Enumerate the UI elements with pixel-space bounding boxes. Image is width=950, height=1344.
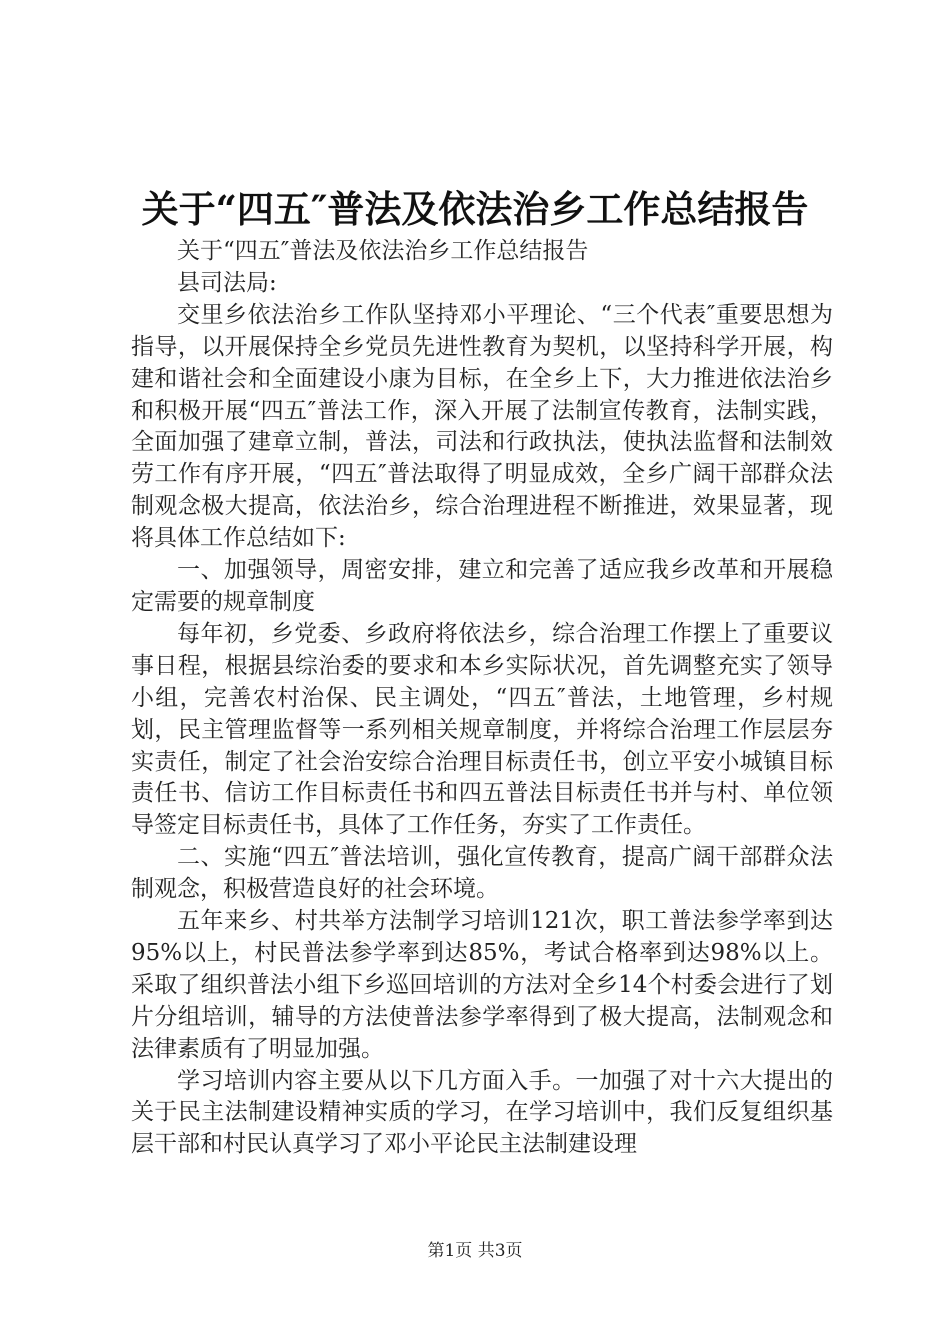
- document-body: [131, 236, 833, 1161]
- page-footer: 第1页 共3页: [427, 1241, 523, 1261]
- body-paragraph: 五年来乡、村共举方法制学习培训121次，职工普法参学率到达95%以上，村民普法参学率到达85%，考试合格率到达98%以上。采取了组织普法小组下乡巡回培训的方法对全乡14个村委会进行了划片分组培训，辅导的方法使普法参学率得到了极大提高，法制观念和法律素质有了明显加强。: [131, 908, 833, 1062]
- section-heading: 二、实施“四五″普法培训，强化宣传教育，提高广阔干部群众法制观念，积极营造良好的社会环境。: [131, 844, 833, 903]
- body-paragraph: 学习培训内容主要从以下几方面入手。一加强了对十六大提出的关于民主法制建设精神实质的学习，在学习培训中，我们反复组织基层干部和村民认真学习了邓小平论民主法制建设理: [131, 1067, 833, 1158]
- body-paragraph: 每年初，乡党委、乡政府将依法乡，综合治理工作摆上了重要议事日程，根据县综治委的要求和本乡实际状况，首先调整充实了领导小组，完善农村治保、民主调处，“四五″普法，土地管理，乡村规划，民主管理监督等一系列相关规章制度，并将综合治理工作层层夯实责任，制定了社会治安综合治理目标责任书，创立平安小城镇目标责任书、信访工作目标责任书和四五普法目标责任书并与村、单位领导签定目标责任书，具体了工作任务，夯实了工作责任。: [131, 620, 833, 839]
- body-paragraph: 交里乡依法治乡工作队坚持邓小平理论、“三个代表″重要思想为指导，以开展保持全乡党员先进性教育为契机，以坚持科学开展，构建和谐社会和全面建设小康为目标，在全乡上下，大力推进依法治乡和积极开展“四五″普法工作，深入开展了法制宣传教育，法制实践，全面加强了建章立制，普法，司法和行政执法，使执法监督和法制效劳工作有序开展，“四五″普法取得了明显成效，全乡广阔干部群众法制观念极大提高，依法治乡，综合治理进程不断推进，效果显著，现将具体工作总结如下:: [131, 301, 833, 552]
- document-title: 关于“四五″普法及依法治乡工作总结报告: [141, 187, 809, 231]
- subtitle-paragraph: 关于“四五″普法及依法治乡工作总结报告: [177, 238, 589, 264]
- section-heading: 一、加强领导，周密安排，建立和完善了适应我乡改革和开展稳定需要的规章制度: [131, 557, 833, 615]
- addressee-paragraph: 县司法局:: [177, 269, 277, 296]
